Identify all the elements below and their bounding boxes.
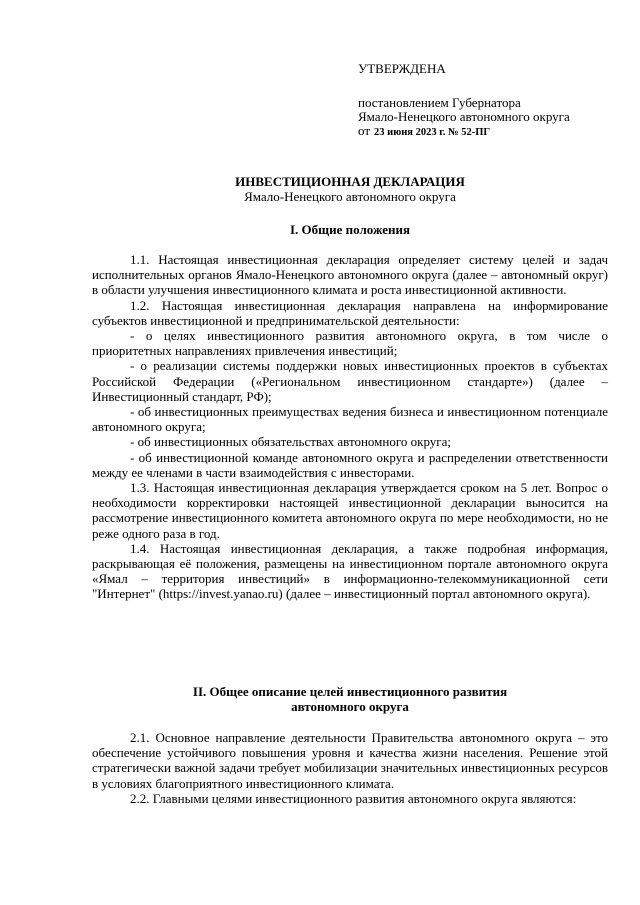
approval-line-1: постановлением Губернатора — [358, 95, 521, 110]
section-1-heading: I. Общие положения — [290, 222, 410, 237]
section-2-heading-line-2: автономного округа — [291, 699, 409, 714]
paragraph: 2.2. Главными целями инвестиционного развития автономного округа являются: — [130, 790, 577, 806]
document-subtitle: Ямало-Ненецкого автономного округа — [244, 189, 456, 204]
approval-stamp — [358, 62, 628, 140]
approval-line-2: Ямало-Ненецкого автономного округа — [358, 109, 570, 124]
approval-from: от — [358, 123, 371, 138]
section-2-body — [92, 730, 608, 806]
list-item: - о реализации системы поддержки новых инвестиционных проектов в субъектах Российской Федерации («Региональном инвестиционном стандарте») (далее – Инвестиционный стандарт, РФ); — [92, 358, 608, 404]
section-1-body — [92, 252, 608, 602]
approval-date: 23 июня 2023 г. № 52-ПГ — [374, 127, 491, 138]
document-title: ИНВЕСТИЦИОННАЯ ДЕКЛАРАЦИЯ — [235, 174, 465, 189]
paragraph: 1.1. Настоящая инвестиционная декларация определяет систему целей и задач исполнительных органов Ямало-Ненецкого автономного округа (далее – автономный округ) в области улучшения инвестиционного климата и роста инвестиционной активности. — [92, 252, 608, 298]
paragraph: 2.1. Основное направление деятельности Правительства автономного округа – это обеспечение устойчивого повышения уровня и качества жизни населения. Решение этой стратегически важной задачи требует мобилизации значительных инвестиционных ресурсов в условиях благоприятного инвестиционного климата. — [92, 730, 608, 791]
list-item: - об инвестиционных обязательствах автономного округа; — [130, 434, 451, 450]
list-item: - об инвестиционных преимуществах ведения бизнеса и инвестиционном потенциале автономного округа; — [92, 404, 608, 435]
list-item: - об инвестиционной команде автономного округа и распределении ответственности между ее членами в части взаимодействия с инвесторами. — [92, 449, 608, 480]
approval-date-line — [358, 124, 628, 140]
paragraph: 1.4. Настоящая инвестиционная декларация, а также подробная информация, раскрывающая её положения, размещены на инвестиционном портале автономного округа «Ямал – территория инвестиций» в информационно-телекоммуникационной сети "Интернет" (https://invest.yanao.ru) (далее – инвестиционный портал автономного округа). — [92, 540, 608, 602]
paragraph: 1.3. Настоящая инвестиционная декларация утверждается сроком на 5 лет. Вопрос о необходимости корректировки настоящей инвестиционной декларации выносится на рассмотрение инвестиционного комитета автономного округа по мере необходимости, но не реже одного раза в год. — [92, 480, 608, 541]
list-item: - о целях инвестиционного развития автономного округа, в том числе о приоритетных направлениях привлечения инвестиций; — [92, 328, 608, 359]
paragraph: 1.2. Настоящая инвестиционная декларация направлена на информирование субъектов инвестиционной и предпринимательской деятельности: — [92, 297, 608, 328]
section-2-heading-line-1: II. Общее описание целей инвестиционного развития — [192, 684, 508, 699]
approval-title: УТВЕРЖДЕНА — [358, 61, 446, 76]
